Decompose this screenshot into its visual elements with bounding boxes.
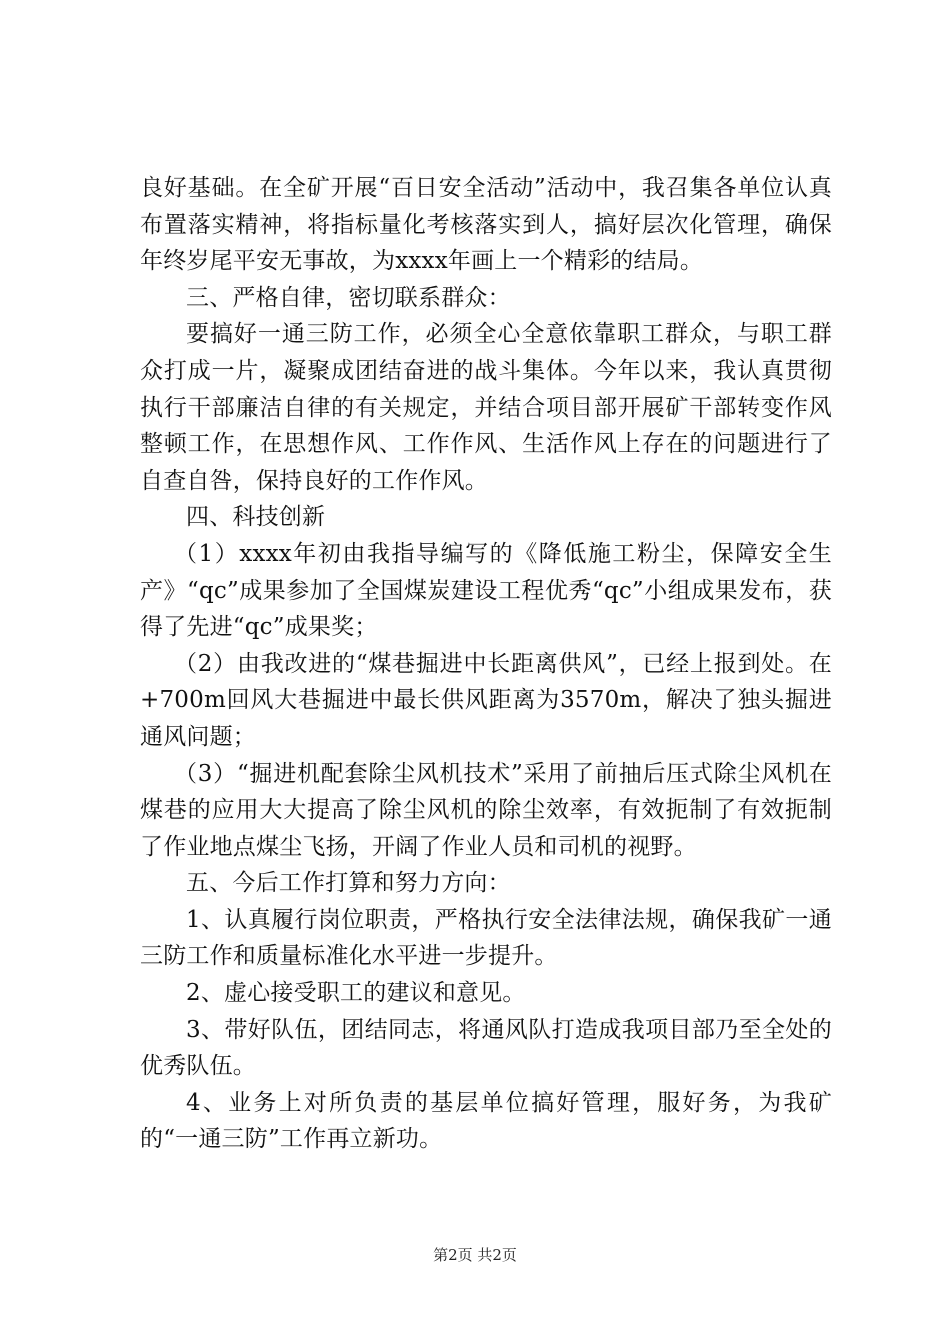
section-heading-5: 五、今后工作打算和努力方向：	[186, 870, 511, 897]
list-item-innovation-1: （1）xxxx年初由我指导编写的《降低施工粉尘，保障安全生产》“qc”成果参加了全国煤炭建设工程优秀“qc”小组成果发布，获得了先进“qc”成果奖；	[140, 540, 832, 641]
section-heading-4: 四、科技创新	[186, 504, 326, 531]
list-item-plan-3: 3、带好队伍，团结同志，将通风队打造成我项目部乃至全处的优秀队伍。	[140, 1016, 832, 1080]
list-item-plan-1: 1、认真履行岗位职责，严格执行安全法律法规，确保我矿一通三防工作和质量标准化水平进一步提升。	[140, 906, 832, 970]
paragraph-section-3: 要搞好一通三防工作，必须全心全意依靠职工群众，与职工群众打成一片，凝聚成团结奋进的战斗集体。今年以来，我认真贯彻执行干部廉洁自律的有关规定，并结合项目部开展矿干部转变作风整顿工作，在思想作风、工作作风、生活作风上存在的问题进行了自查自咎，保持良好的工作作风。	[140, 321, 832, 494]
paragraph-continuation: 良好基础。在全矿开展“百日安全活动”活动中，我召集各单位认真布置落实精神，将指标量化考核落实到人，搞好层次化管理，确保年终岁尾平安无事故，为xxxx年画上一个精彩的结局。	[140, 175, 832, 275]
section-heading-3: 三、严格自律，密切联系群众：	[186, 284, 511, 311]
list-item-innovation-2: （2）由我改进的“煤巷掘进中长距离供风”，已经上报到处。在+700m回风大巷掘进中最长供风距离为3570m，解决了独头掘进通风问题；	[140, 650, 832, 750]
list-item-innovation-3: （3）“掘进机配套除尘风机技术”采用了前抽后压式除尘风机在煤巷的应用大大提高了除尘风机的除尘效率，有效扼制了有效扼制了作业地点煤尘飞扬，开阔了作业人员和司机的视野。	[140, 760, 832, 860]
list-item-plan-2: 2、虚心接受职工的建议和意见。	[186, 980, 526, 1007]
list-item-plan-4: 4、业务上对所负责的基层单位搞好管理，服好务，为我矿的“一通三防”工作再立新功。	[140, 1089, 832, 1153]
page-number-footer: 第2页 共2页	[433, 1246, 517, 1264]
document-body	[140, 170, 832, 1158]
